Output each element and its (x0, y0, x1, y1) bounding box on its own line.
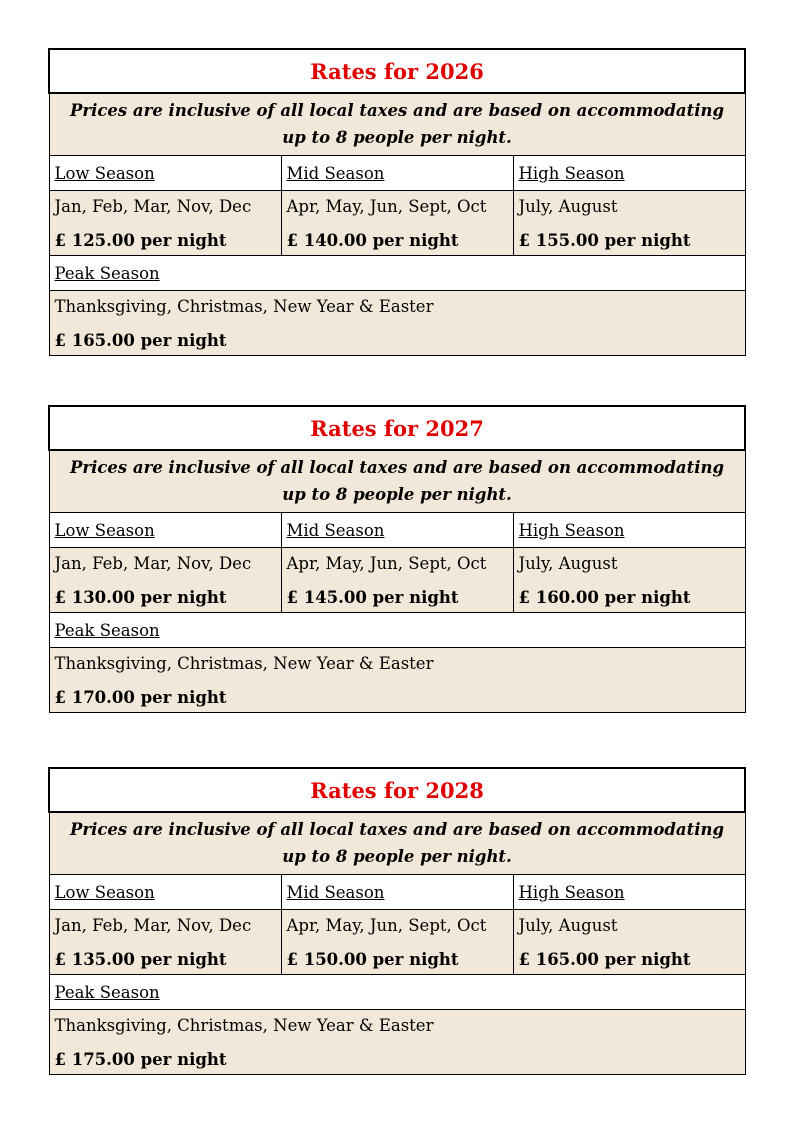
peak-price: £ 175.00 per night (54, 1050, 227, 1069)
low-season-heading: Low Season (49, 156, 281, 191)
peak-dates: Thanksgiving, Christmas, New Year & Easter (54, 297, 434, 316)
peak-season-heading: Peak Season (49, 256, 745, 291)
table-title: Rates for 2026 (49, 49, 745, 93)
season-price: £ 150.00 per night (286, 950, 459, 969)
table-title: Rates for 2027 (49, 406, 745, 450)
pricing-note-line1: Prices are inclusive of all local taxes and are based on accommodating (69, 820, 725, 839)
rates-table-2028 (48, 767, 746, 1075)
season-price: £ 155.00 per night (518, 231, 691, 250)
season-price: £ 160.00 per night (518, 588, 691, 607)
table-title: Rates for 2028 (49, 768, 745, 812)
peak-season-heading: Peak Season (49, 613, 745, 648)
season-months: Jan, Feb, Mar, Nov, Dec (54, 916, 252, 935)
mid-season-heading: Mid Season (281, 156, 513, 191)
rates-table-2027 (48, 405, 746, 713)
season-months: Apr, May, Jun, Sept, Oct (286, 554, 487, 573)
high-season-cell (513, 910, 745, 975)
pricing-note-line1: Prices are inclusive of all local taxes and are based on accommodating (69, 458, 725, 477)
peak-season-cell (49, 291, 745, 356)
rates-table-2026 (48, 48, 746, 356)
pricing-note (49, 93, 745, 156)
peak-price: £ 165.00 per night (54, 331, 227, 350)
high-season-cell (513, 548, 745, 613)
high-season-cell (513, 191, 745, 256)
peak-dates: Thanksgiving, Christmas, New Year & Easter (54, 1016, 434, 1035)
season-months: Apr, May, Jun, Sept, Oct (286, 197, 487, 216)
low-season-cell (49, 910, 281, 975)
high-season-heading: High Season (513, 513, 745, 548)
pricing-note-line2: up to 8 people per night. (282, 485, 512, 504)
mid-season-cell (281, 191, 513, 256)
low-season-heading: Low Season (49, 513, 281, 548)
season-price: £ 135.00 per night (54, 950, 227, 969)
peak-price: £ 170.00 per night (54, 688, 227, 707)
mid-season-cell (281, 910, 513, 975)
high-season-heading: High Season (513, 875, 745, 910)
low-season-heading: Low Season (49, 875, 281, 910)
pricing-note (49, 812, 745, 875)
season-months: July, August (518, 916, 618, 935)
season-price: £ 130.00 per night (54, 588, 227, 607)
low-season-cell (49, 191, 281, 256)
season-months: Jan, Feb, Mar, Nov, Dec (54, 554, 252, 573)
season-months: July, August (518, 197, 618, 216)
peak-season-cell (49, 648, 745, 713)
season-price: £ 145.00 per night (286, 588, 459, 607)
peak-season-heading: Peak Season (49, 975, 745, 1010)
high-season-heading: High Season (513, 156, 745, 191)
low-season-cell (49, 548, 281, 613)
season-months: Jan, Feb, Mar, Nov, Dec (54, 197, 252, 216)
season-months: Apr, May, Jun, Sept, Oct (286, 916, 487, 935)
season-price: £ 125.00 per night (54, 231, 227, 250)
pricing-note-line1: Prices are inclusive of all local taxes and are based on accommodating (69, 101, 725, 120)
mid-season-heading: Mid Season (281, 875, 513, 910)
mid-season-heading: Mid Season (281, 513, 513, 548)
season-months: July, August (518, 554, 618, 573)
peak-season-cell (49, 1010, 745, 1075)
pricing-note-line2: up to 8 people per night. (282, 128, 512, 147)
pricing-note-line2: up to 8 people per night. (282, 847, 512, 866)
peak-dates: Thanksgiving, Christmas, New Year & Easter (54, 654, 434, 673)
pricing-note (49, 450, 745, 513)
season-price: £ 165.00 per night (518, 950, 691, 969)
season-price: £ 140.00 per night (286, 231, 459, 250)
mid-season-cell (281, 548, 513, 613)
